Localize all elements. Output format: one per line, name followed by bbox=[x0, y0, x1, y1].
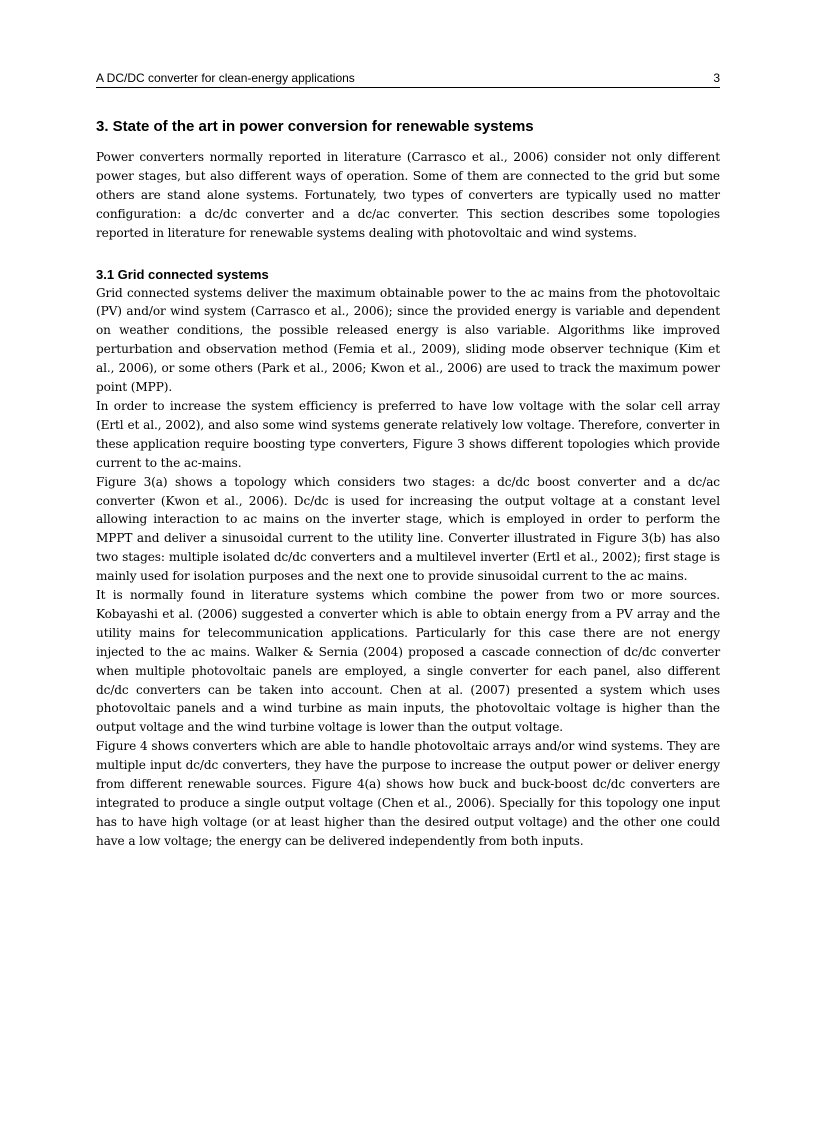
section-title: 3. State of the art in power conversion for renewable systems bbox=[96, 118, 534, 135]
body-paragraph: Figure 4 shows converters which are able to handle photovoltaic arrays and/or wind systems. They are multiple input dc/dc converters, they have the purpose to increase the output power or deliver energy from different renewable sources. Figure 4(a) shows how buck and buck-boost dc/dc converters are integrated to produce a single output voltage (Chen et al., 2006). Specially for this topology one input has to have high voltage (or at least higher than the desired output voltage) and the other one could have a low voltage; the energy can be delivered independently from both inputs. bbox=[96, 739, 720, 848]
page-number: 3 bbox=[713, 71, 720, 85]
body-paragraph: In order to increase the system efficiency is preferred to have low voltage with the solar cell array (Ertl et al., 2002), and also some wind systems generate relatively low voltage. Therefore, converter in these application require boosting type converters, Figure 3 shows different topologies which provide current to the ac-mains. bbox=[96, 398, 720, 470]
running-header bbox=[96, 71, 720, 88]
body-paragraph: Figure 3(a) shows a topology which considers two stages: a dc/dc boost converter and a dc/ac converter (Kwon et al., 2006). Dc/dc is used for increasing the output voltage at a constant level allowing interaction to ac mains on the inverter stage, which is employed in order to perform the MPPT and deliver a sinusoidal current to the utility line. Converter illustrated in Figure 3(b) has also two stages: multiple isolated dc/dc converters and a multilevel inverter (Ertl et al., 2002); first stage is mainly used for isolation purposes and the next one to provide sinusoidal current to the ac mains. bbox=[96, 474, 720, 584]
body-paragraph: Grid connected systems deliver the maximum obtainable power to the ac mains from the photovoltaic (PV) and/or wind system (Carrasco et al., 2006); since the provided energy is variable and dependent on weather conditions, the possible released energy is also variable. Algorithms like improved perturbation and observation method (Femia et al., 2009), sliding mode observer technique (Kim et al., 2006), or some others (Park et al., 2006; Kwon et al., 2006) are used to track the maximum power point (MPP). bbox=[96, 285, 720, 395]
body-paragraph: It is normally found in literature systems which combine the power from two or more sources. Kobayashi et al. (2006) suggested a converter which is able to obtain energy from a PV array and the utility mains for telecommunication applications. Particularly for this case there are not energy injected to the ac mains. Walker & Sernia (2004) proposed a cascade connection of dc/dc converter when multiple photovoltaic panels are employed, a single converter for each panel, also different dc/dc converters can be taken into account. Chen at al. (2007) presented a system which uses photovoltaic panels and a wind turbine as main inputs, the photovoltaic voltage is higher than the output voltage and the wind turbine voltage is lower than the output voltage. bbox=[96, 588, 720, 735]
running-title: A DC/DC converter for clean-energy applications bbox=[96, 71, 355, 85]
section-intro-paragraph: Power converters normally reported in literature (Carrasco et al., 2006) consider not only different power stages, but also different ways of operation. Some of them are connected to the grid but some others are stand alone systems. Fortunately, two types of converters are typically used no matter configuration: a dc/dc converter and a dc/ac converter. This section describes some topologies reported in literature for renewable systems dealing with photovoltaic and wind systems. bbox=[96, 150, 720, 240]
page-content bbox=[96, 116, 720, 851]
subsection-title: 3.1 Grid connected systems bbox=[96, 266, 269, 282]
